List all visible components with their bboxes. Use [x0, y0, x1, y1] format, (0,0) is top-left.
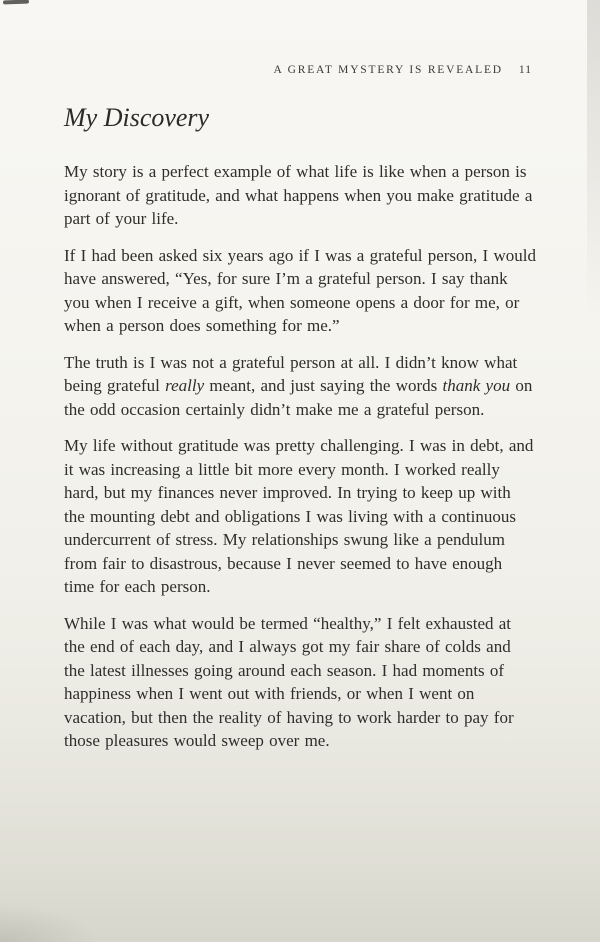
photo-corner-vignette — [0, 872, 180, 942]
running-head — [274, 64, 533, 76]
text-run: While I was what would be termed “healthy,” I felt exhausted at the end of each day, and I always got my fair share of colds and the latest illnesses going around each season. I had moments of happiness when I went out with friends, or when I went on vacation, but then the reality of having to work harder to pay for those pleasures would sweep over me. — [64, 613, 514, 750]
text-run: meant, and just saying the words — [204, 376, 443, 395]
paragraph — [64, 434, 536, 599]
photo-edge-shadow — [587, 0, 600, 320]
paragraph — [64, 612, 536, 753]
paragraph — [64, 160, 536, 231]
body-text — [64, 160, 536, 766]
text-run: If I had been asked six years ago if I was a grateful person, I would have answered, “Yes, for sure I’m a grateful person. I say thank you when I receive a gift, when someone opens a door for me, or when a person does something for me.” — [64, 245, 536, 335]
text-run: My life without gratitude was pretty challenging. I was in debt, and it was increasing a little bit more every month. I worked really hard, but my finances never improved. In trying to keep up with the mounting debt and obligations I was living with a continuous undercurrent of stress. My relationships swung like a pendulum from fair to disastrous, because I never seemed to have enough time for each person. — [64, 436, 534, 596]
italic-text-run: really — [165, 376, 205, 395]
running-head-title: A GREAT MYSTERY IS REVEALED — [273, 64, 503, 76]
text-run: The truth is I was not a grateful person at all. I didn’t know what being grateful — [64, 352, 518, 395]
page-number: 11 — [518, 64, 532, 76]
paragraph — [64, 244, 536, 338]
text-run: My story is a perfect example of what life is like when a person is ignorant of gratitude, and what happens when you make gratitude a part of your life. — [64, 162, 533, 228]
paragraph — [64, 351, 536, 422]
italic-text-run: thank you — [442, 376, 511, 395]
text-run: on the odd occasion certainly didn’t make me a grateful person. — [64, 376, 533, 419]
photo-corner-artifact — [3, 0, 29, 4]
section-title: My Discovery — [64, 103, 210, 132]
